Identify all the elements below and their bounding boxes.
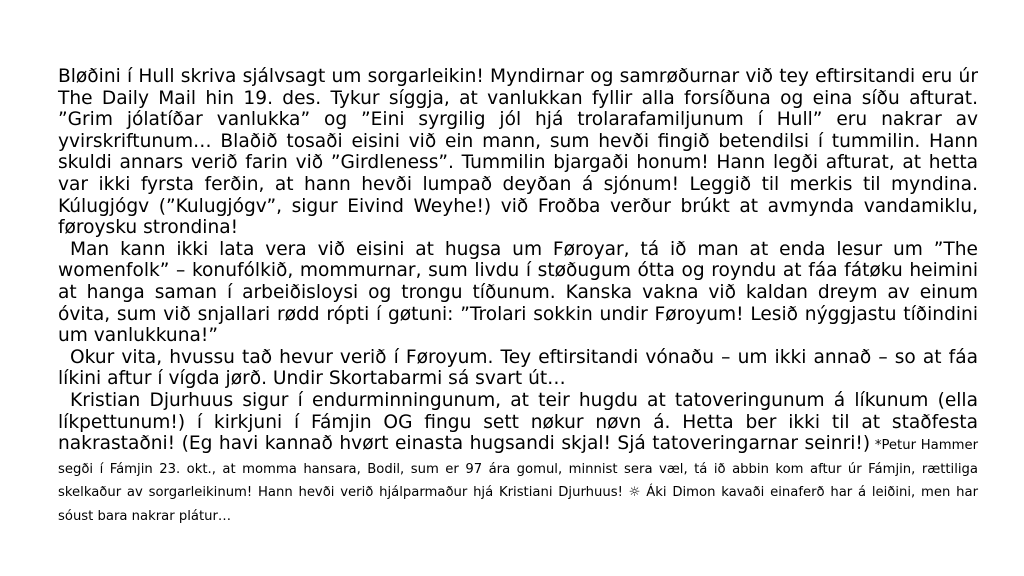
paragraph-4	[58, 390, 978, 528]
paragraph-3: Okur vita, hvussu tað hevur verið í Føroyum. Tey eftirsitandi vónaðu – um ikki annað – so at fáa líkini aftur í vígda jørð. Undir Skortabarmi sá svart út…	[58, 346, 978, 390]
paragraph-4-text: Kristian Djurhuus sigur í endurminningunum, at teir hugdu at tatoveringunum á líkunum (ella líkpettunum!) í kirkjuni í Fámjin OG fingu sett nøkur nøvn á. Hetta ber ikki til at staðfesta nakrastaðni! (Eg havi kannað hvørt einasta hugsandi skjal! Sjá tatoveringarnar seinri!)	[58, 389, 978, 455]
article-text	[58, 66, 978, 527]
paragraph-2: Man kann ikki lata vera við eisini at hugsa um Føroyar, tá ið man at enda lesur um ”The womenfolk” – konufólkið, mommurnar, sum livdu í støðugum ótta og royndu at fáa fátøku heimini at hanga saman í arbeiðisloysi og trongu tíðunum. Kanska vakna við kaldan dreym av einum óvita, sum við snjallari rødd rópti í gøtuni: ”Trolari sokkin undir Føroyum! Lesið nýggjastu tíðindini um vanlukkuna!”	[58, 238, 978, 347]
footnote: *Petur Hammer segði í Fámjin 23. okt., at momma hansara, Bodil, sum er 97 ára gomul, minnist sera væl, tá ið abbin kom aftur úr Fámjin, rættiliga skelkaður av sorgarleikinum! Hann hevði verið hjálparmaður hjá Kristiani Djurhuus! ☼ Áki Dimon kavaði einaferð har á leiðini, men har sóust bara nakrar plátur…	[58, 438, 978, 524]
paragraph-1: Bløðini í Hull skriva sjálvsagt um sorgarleikin! Myndirnar og samrøðurnar við tey eftirsitandi eru úr The Daily Mail hin 19. des. Tykur síggja, at vanlukkan fyllir alla forsíðuna og eina síðu afturat. ”Grim jólatíðar vanlukka” og ”Eini syrgilig jól hjá trolarafamiljunum í Hull” eru nakrar av yvirskriftunum… Blaðið tosaði eisini við ein mann, sum hevði fingið betendilsi í tummilin. Hann skuldi annars verið farin við ”Girdleness”. Tummilin bjargaði honum! Hann legði afturat, at hetta var ikki fyrsta ferðin, at hann hevði lumpað deyðan á sjónum! Leggið til merkis til myndina. Kúlugjógv (”Kulugjógv”, sigur Eivind Weyhe!) við Froðba verður brúkt at avmynda vandamiklu, føroysku strondina!	[58, 66, 978, 239]
